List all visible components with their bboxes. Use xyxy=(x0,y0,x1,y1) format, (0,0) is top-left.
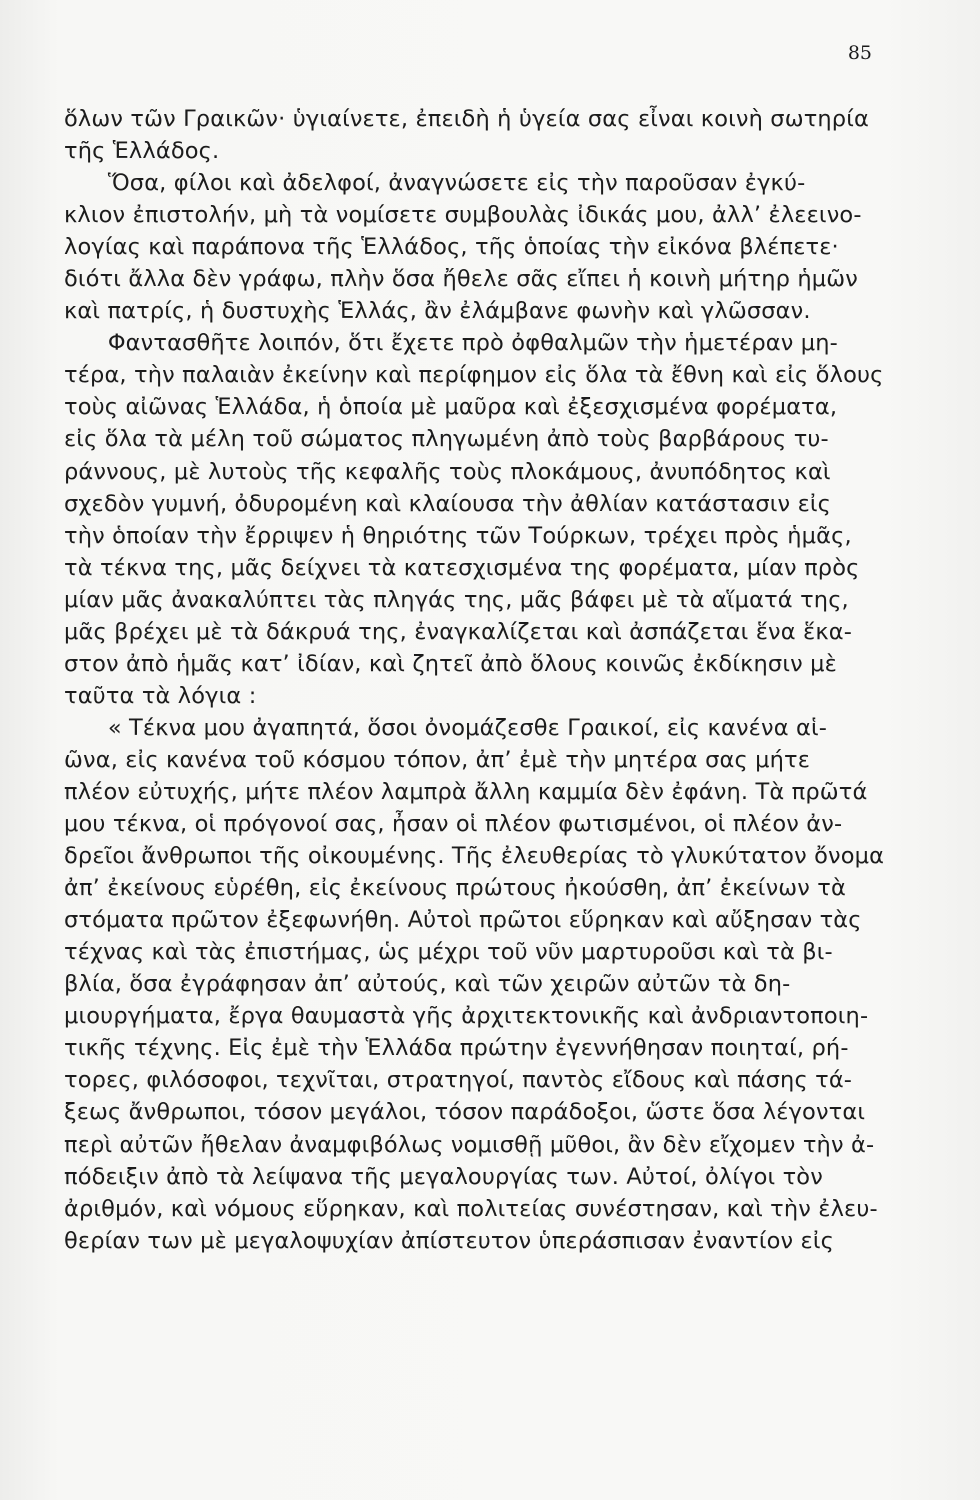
text-line: κλιον ἐπιστολήν, μὴ τὰ νομίσετε συμβουλὰς ἰδικάς μου, ἀλλ’ ἐλεεινο- xyxy=(64,202,862,229)
text-line: ξεως ἄνθρωποι, τόσον μεγάλοι, τόσον παράδοξοι, ὥστε ὅσα λέγονται xyxy=(64,1099,866,1126)
text-line: σχεδὸν γυμνή, ὀδυρομένη καὶ κλαίουσα τὴν ἀθλίαν κατάστασιν εἰς xyxy=(64,490,832,517)
text-line: βλία, ὅσα ἐγράφησαν ἀπ’ αὐτούς, καὶ τῶν χειρῶν αὐτῶν τὰ δη- xyxy=(64,971,791,998)
text-line: Φαντασθῆτε λοιπόν, ὅτι ἔχετε πρὸ ὀφθαλμῶν τὴν ἡμετέραν μη- xyxy=(64,330,838,357)
text-line: « Τέκνα μου ἀγαπητά, ὅσοι ὀνομάζεσθε Γραικοί, εἰς κανένα αἱ- xyxy=(64,714,827,741)
text-line: τικῆς τέχνης. Εἰς ἐμὲ τὴν Ἑλλάδα πρώτην ἐγεννήθησαν ποιηταί, ρή- xyxy=(64,1035,849,1062)
text-line: ὅλων τῶν Γραικῶν· ὑγιαίνετε, ἐπειδὴ ἡ ὑγεία σας εἶναι κοινὴ σωτηρία xyxy=(64,106,869,132)
text-line: τέρα, τὴν παλαιὰν ἐκείνην καὶ περίφημον εἰς ὅλα τὰ ἔθνη καὶ εἰς ὅλους xyxy=(64,362,884,389)
text-line: μου τέκνα, οἱ πρόγονοί σας, ἦσαν οἱ πλέον φωτισμένοι, οἱ πλέον ἀν- xyxy=(64,811,843,838)
text-line: τέχνας καὶ τὰς ἐπιστήμας, ὡς μέχρι τοῦ νῦν μαρτυροῦσι καὶ τὰ βι- xyxy=(64,939,833,966)
text-line: μίαν μᾶς ἀνακαλύπτει τὰς πληγάς της, μᾶς βάφει μὲ τὰ αἵματά της, xyxy=(64,586,849,613)
text-line: καὶ πατρίς, ἡ δυστυχὴς Ἑλλάς, ἂν ἐλάμβανε φωνὴν καὶ γλῶσσαν. xyxy=(64,298,811,325)
text-line: Ὅσα, φίλοι καὶ ἀδελφοί, ἀναγνώσετε εἰς τὴν παροῦσαν ἐγκύ- xyxy=(64,170,806,197)
text-line: τὰ τέκνα της, μᾶς δείχνει τὰ κατεσχισμένα της φορέματα, μίαν πρὸς xyxy=(64,554,860,581)
text-line: τοὺς αἰῶνας Ἑλλάδα, ἡ ὁποία μὲ μαῦρα καὶ ἐξεσχισμένα φορέματα, xyxy=(64,394,838,421)
text-line: πόδειξιν ἀπὸ τὰ λείψανα τῆς μεγαλουργίας των. Αὐτοί, ὀλίγοι τὸν xyxy=(64,1163,823,1190)
page-number: 85 xyxy=(847,42,872,64)
text-line: στον ἀπὸ ἡμᾶς κατ’ ἰδίαν, καὶ ζητεῖ ἀπὸ ὅλους κοινῶς ἐκδίκησιν μὲ xyxy=(64,650,837,677)
text-line: ἀπ’ ἐκείνους εὑρέθη, εἰς ἐκείνους πρώτους ἠκούσθη, ἀπ’ ἐκείνων τὰ xyxy=(64,875,846,902)
text-line: τὴν ὁποίαν τὴν ἔρριψεν ἡ θηριότης τῶν Τούρκων, τρέχει πρὸς ἡμᾶς, xyxy=(64,522,852,549)
text-line: ταῦτα τὰ λόγια : xyxy=(64,682,257,709)
text-line: μᾶς βρέχει μὲ τὰ δάκρυά της, ἐναγκαλίζεται καὶ ἀσπάζεται ἕνα ἕκα- xyxy=(64,618,852,645)
text-line: δρεῖοι ἄνθρωποι τῆς οἰκουμένης. Τῆς ἐλευθερίας τὸ γλυκύτατον ὄνομα xyxy=(64,843,884,870)
text-line: τῆς Ἑλλάδος. xyxy=(64,138,220,165)
text-line: μιουργήματα, ἔργα θαυμαστὰ γῆς ἀρχιτεκτονικῆς καὶ ἀνδριαντοποιη- xyxy=(64,1003,869,1030)
text-line: ῶνα, εἰς κανένα τοῦ κόσμου τόπον, ἀπ’ ἐμὲ τὴν μητέρα σας μήτε xyxy=(64,746,811,773)
text-line: διότι ἄλλα δὲν γράφω, πλὴν ὅσα ἤθελε σᾶς εἴπει ἡ κοινὴ μήτηρ ἡμῶν xyxy=(64,266,858,293)
text-line: ράννους, μὲ λυτοὺς τῆς κεφαλῆς τοὺς πλοκάμους, ἀνυπόδητος καὶ xyxy=(64,458,831,485)
text-line: εἰς ὅλα τὰ μέλη τοῦ σώματος πληγωμένη ἀπὸ τοὺς βαρβάρους τυ- xyxy=(64,426,829,453)
text-line: στόματα πρῶτον ἐξεφωνήθη. Αὐτοὶ πρῶτοι εὕρηκαν καὶ αὔξησαν τὰς xyxy=(64,907,862,934)
text-line: ἀριθμόν, καὶ νόμους εὕρηκαν, καὶ πολιτείας συνέστησαν, καὶ τὴν ἐλευ- xyxy=(64,1195,878,1222)
text-line: θερίαν των μὲ μεγαλοψυχίαν ἀπίστευτον ὑπεράσπισαν ἐναντίον εἰς xyxy=(64,1227,834,1254)
text-line: τορες, φιλόσοφοι, τεχνῖται, στρατηγοί, παντὸς εἴδους καὶ πάσης τά- xyxy=(64,1067,853,1094)
text-line: περὶ αὐτῶν ἤθελαν ἀναμφιβόλως νομισθῇ μῦθοι, ἂν δὲν εἴχομεν τὴν ἀ- xyxy=(64,1131,875,1158)
text-line: πλέον εὐτυχής, μήτε πλέον λαμπρὰ ἄλλη καμμία δὲν ἐφάνη. Τὰ πρῶτά xyxy=(64,778,868,805)
body-text xyxy=(64,103,884,1257)
text-line: λογίας καὶ παράπονα τῆς Ἑλλάδος, τῆς ὁποίας τὴν εἰκόνα βλέπετε· xyxy=(64,234,839,261)
